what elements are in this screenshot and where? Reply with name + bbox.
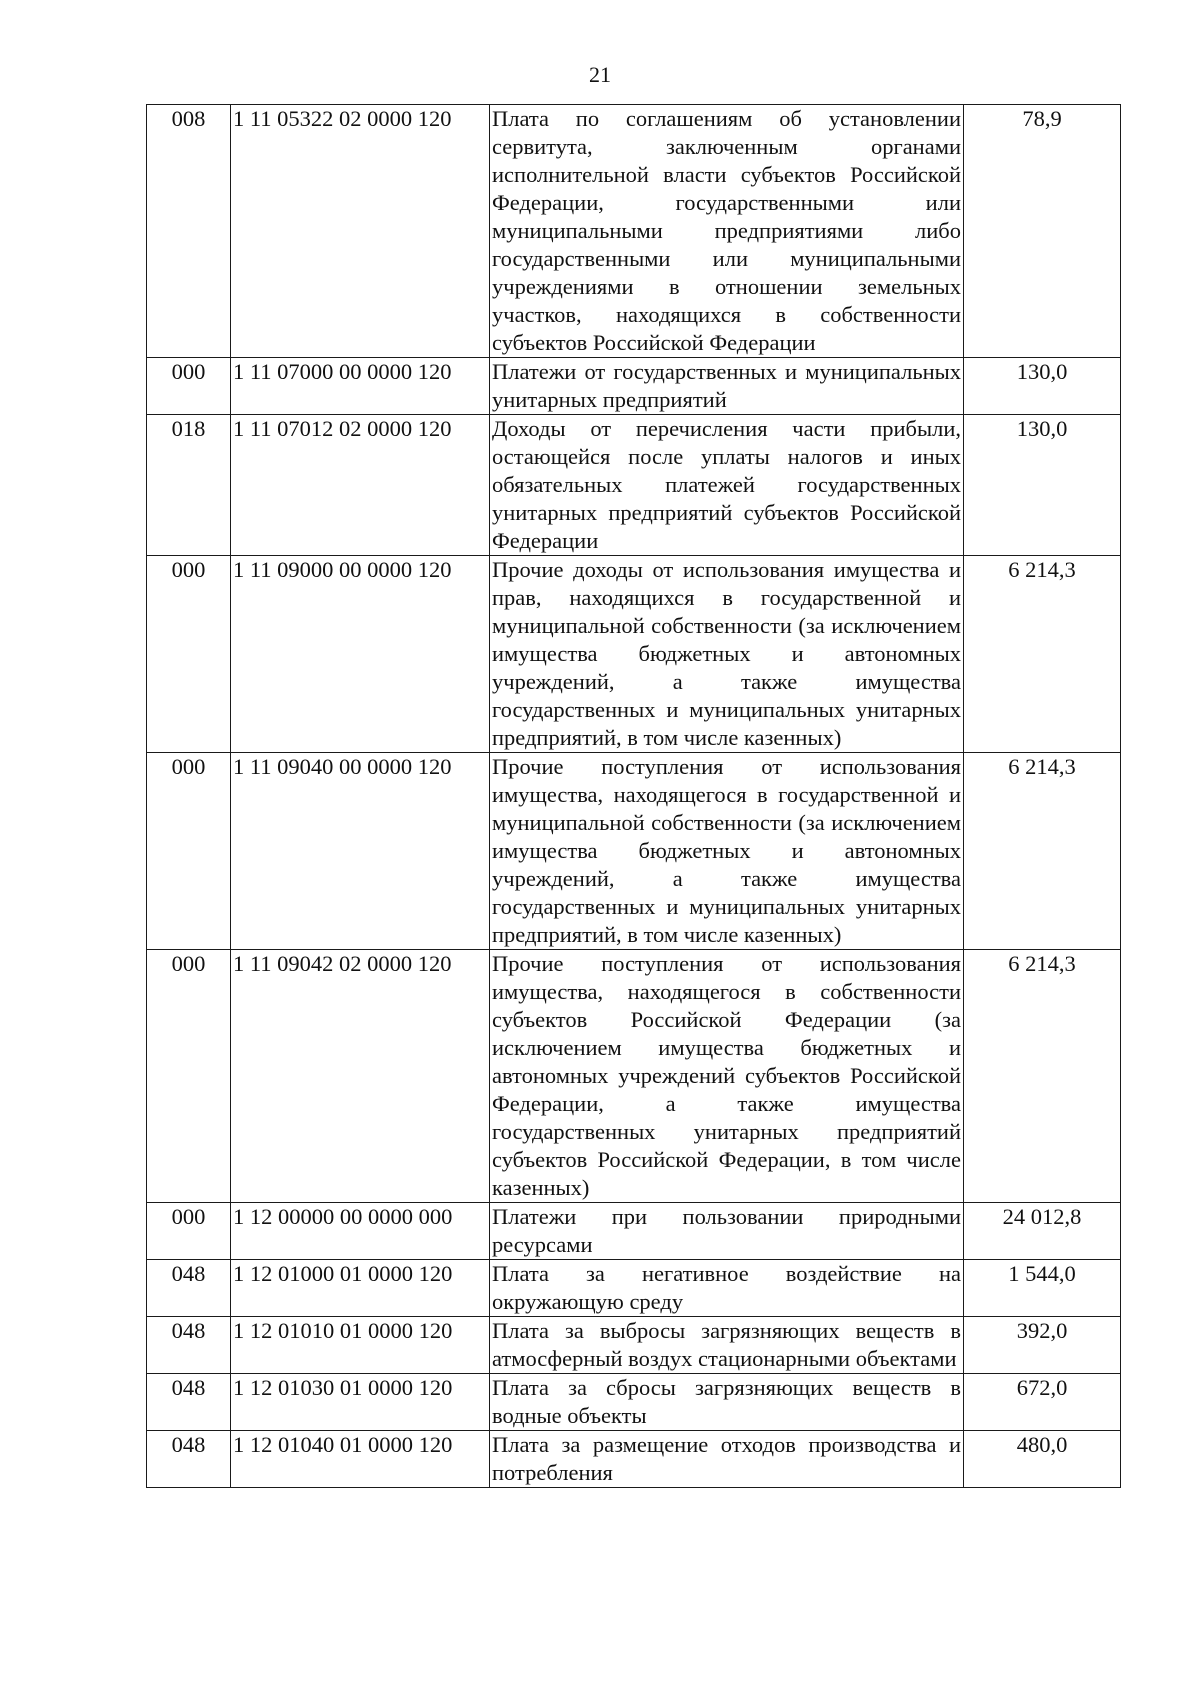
admin-code-cell: 048 [147,1431,231,1488]
revenue-table [146,104,1121,1488]
budget-code-cell: 1 11 07012 02 0000 120 [231,415,490,556]
table-row [147,358,1121,415]
income-name-cell: Прочие доходы от использования имущества и прав, находящихся в государственной и муниципальной собственности (за исключением имущества бюджетных и автономных учреждений, а также имущества государственных и муниципальных унитарных предприятий, в том числе казенных) [490,556,964,753]
admin-code-cell: 048 [147,1260,231,1317]
table-row [147,1374,1121,1431]
table-row [147,556,1121,753]
amount-cell: 130,0 [964,358,1121,415]
table-row [147,1431,1121,1488]
amount-cell: 6 214,3 [964,950,1121,1203]
budget-code-cell: 1 11 09040 00 0000 120 [231,753,490,950]
amount-cell: 672,0 [964,1374,1121,1431]
admin-code-cell: 000 [147,950,231,1203]
table-row [147,1317,1121,1374]
table-row [147,950,1121,1203]
table-row [147,105,1121,358]
table-row [147,1260,1121,1317]
budget-code-cell: 1 11 09042 02 0000 120 [231,950,490,1203]
budget-code-cell: 1 12 01040 01 0000 120 [231,1431,490,1488]
budget-code-cell: 1 11 09000 00 0000 120 [231,556,490,753]
income-name-cell: Плата за сбросы загрязняющих веществ в водные объекты [490,1374,964,1431]
budget-code-cell: 1 11 07000 00 0000 120 [231,358,490,415]
amount-cell: 392,0 [964,1317,1121,1374]
income-name-cell: Плата за выбросы загрязняющих веществ в атмосферный воздух стационарными объектами [490,1317,964,1374]
income-name-cell: Платежи от государственных и муниципальных унитарных предприятий [490,358,964,415]
budget-code-cell: 1 12 01000 01 0000 120 [231,1260,490,1317]
admin-code-cell: 000 [147,556,231,753]
admin-code-cell: 048 [147,1317,231,1374]
budget-code-cell: 1 11 05322 02 0000 120 [231,105,490,358]
table-row [147,753,1121,950]
income-name-cell: Плата по соглашениям об установлении сервитута, заключенным органами исполнительной власти субъектов Российской Федерации, государственными или муниципальными предприятиями либо государственными или муниципальными учреждениями в отношении земельных участков, находящихся в собственности субъектов Российской Федерации [490,105,964,358]
amount-cell: 480,0 [964,1431,1121,1488]
table-row [147,1203,1121,1260]
amount-cell: 6 214,3 [964,753,1121,950]
admin-code-cell: 000 [147,753,231,950]
amount-cell: 6 214,3 [964,556,1121,753]
admin-code-cell: 000 [147,1203,231,1260]
budget-code-cell: 1 12 00000 00 0000 000 [231,1203,490,1260]
admin-code-cell: 018 [147,415,231,556]
amount-cell: 24 012,8 [964,1203,1121,1260]
admin-code-cell: 000 [147,358,231,415]
income-name-cell: Прочие поступления от использования имущества, находящегося в собственности субъектов Российской Федерации (за исключением имущества бюджетных и автономных учреждений субъектов Российской Федерации, а также имущества государственных унитарных предприятий субъектов Российской Федерации, в том числе казенных) [490,950,964,1203]
page-number: 21 [589,62,611,87]
income-name-cell: Доходы от перечисления части прибыли, остающейся после уплаты налогов и иных обязательных платежей государственных унитарных предприятий субъектов Российской Федерации [490,415,964,556]
amount-cell: 130,0 [964,415,1121,556]
amount-cell: 1 544,0 [964,1260,1121,1317]
admin-code-cell: 048 [147,1374,231,1431]
income-name-cell: Платежи при пользовании природными ресурсами [490,1203,964,1260]
budget-code-cell: 1 12 01030 01 0000 120 [231,1374,490,1431]
amount-cell: 78,9 [964,105,1121,358]
income-name-cell: Прочие поступления от использования имущества, находящегося в государственной и муниципальной собственности (за исключением имущества бюджетных и автономных учреждений, а также имущества государственных и муниципальных унитарных предприятий, в том числе казенных) [490,753,964,950]
income-name-cell: Плата за размещение отходов производства и потребления [490,1431,964,1488]
admin-code-cell: 008 [147,105,231,358]
budget-code-cell: 1 12 01010 01 0000 120 [231,1317,490,1374]
table-row [147,415,1121,556]
income-name-cell: Плата за негативное воздействие на окружающую среду [490,1260,964,1317]
